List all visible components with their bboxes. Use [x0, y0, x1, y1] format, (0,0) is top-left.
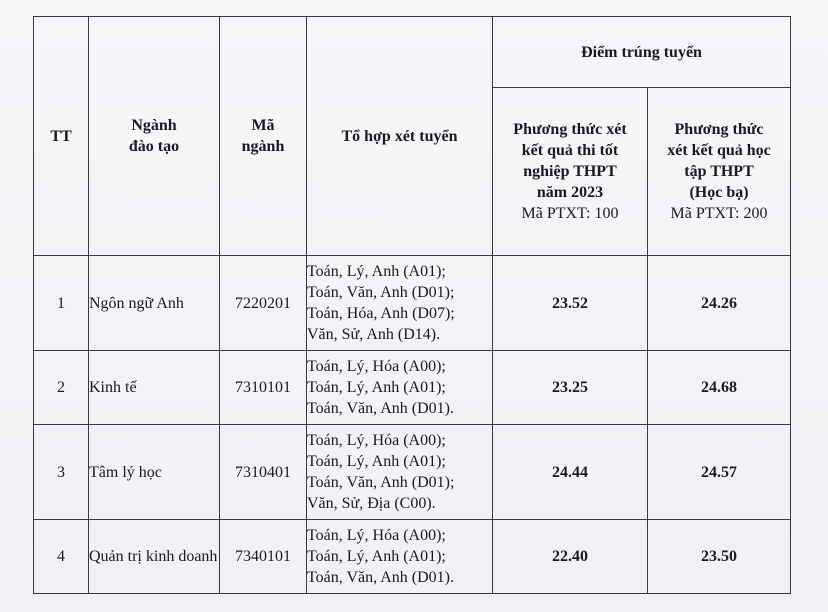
header-method-2 [648, 88, 791, 256]
combo-line: Toán, Văn, Anh (D01); [307, 474, 455, 491]
row-major: Quản trị kinh doanh [89, 520, 220, 594]
row-tt: 3 [34, 425, 89, 520]
header-scores-label: Điểm trúng tuyển [581, 43, 702, 61]
table-row [34, 256, 791, 351]
row-major: Kinh tế [89, 351, 220, 425]
combo-line: Toán, Văn, Anh (D01). [307, 400, 455, 417]
table-row [34, 351, 791, 425]
row-score-method1: 22.40 [493, 520, 648, 594]
header-major [89, 17, 220, 256]
row-score-method2: 23.50 [648, 520, 791, 594]
row-score-method1: 23.25 [493, 351, 648, 425]
combo-line: Toán, Văn, Anh (D01); [307, 284, 455, 301]
row-combos [307, 425, 493, 520]
method2-code: Mã PTXT: 200 [670, 205, 768, 222]
header-code-line1: Mã [251, 117, 275, 134]
row-code: 7220201 [220, 256, 307, 351]
row-code: 7310401 [220, 425, 307, 520]
combo-line: Toán, Lý, Anh (A01); [307, 453, 446, 470]
row-code: 7340101 [220, 520, 307, 594]
header-combos-label: Tổ hợp xét tuyển [341, 127, 458, 145]
method2-line-3: tập THPT [684, 163, 754, 180]
combo-line: Toán, Lý, Anh (A01); [307, 379, 446, 396]
row-tt: 2 [34, 351, 89, 425]
table-row [34, 520, 791, 594]
combo-line: Toán, Hóa, Anh (D07); [307, 305, 455, 322]
header-code [220, 17, 307, 256]
admission-scores-table [33, 16, 791, 594]
row-score-method2: 24.57 [648, 425, 791, 520]
header-code-line2: ngành [241, 138, 285, 155]
header-scores [493, 17, 791, 88]
method2-line-2: xét kết quả học [667, 142, 771, 159]
row-major: Tâm lý học [89, 425, 220, 520]
method1-line-3: nghiệp THPT [523, 163, 617, 180]
combo-line: Văn, Sử, Địa (C00). [307, 495, 436, 512]
row-tt: 1 [34, 256, 89, 351]
row-score-method1: 23.52 [493, 256, 648, 351]
combo-line: Toán, Lý, Anh (A01); [307, 263, 446, 280]
row-tt: 4 [34, 520, 89, 594]
header-major-line2: đào tạo [128, 138, 180, 155]
method1-code: Mã PTXT: 100 [521, 205, 619, 222]
method1-line-2: kết quả thi tốt [521, 142, 619, 159]
combo-line: Toán, Văn, Anh (D01). [307, 569, 455, 586]
combo-line: Toán, Lý, Anh (A01); [307, 548, 446, 565]
method1-line-4: năm 2023 [536, 184, 604, 201]
header-major-line1: Ngành [131, 117, 177, 134]
row-score-method1: 24.44 [493, 425, 648, 520]
row-combos [307, 520, 493, 594]
header-row-top [34, 17, 791, 88]
row-combos [307, 256, 493, 351]
method1-line-1: Phương thức xét [513, 121, 627, 138]
method2-line-4: (Học bạ) [689, 184, 749, 201]
header-method-1 [493, 88, 648, 256]
method2-line-1: Phương thức [674, 121, 764, 138]
combo-line: Toán, Lý, Hóa (A00); [307, 358, 446, 375]
table-row [34, 425, 791, 520]
header-tt-label: TT [50, 127, 72, 145]
row-score-method2: 24.68 [648, 351, 791, 425]
row-score-method2: 24.26 [648, 256, 791, 351]
row-combos [307, 351, 493, 425]
header-tt [34, 17, 89, 256]
row-major: Ngôn ngữ Anh [89, 256, 220, 351]
row-code: 7310101 [220, 351, 307, 425]
combo-line: Toán, Lý, Hóa (A00); [307, 432, 446, 449]
combo-line: Toán, Lý, Hóa (A00); [307, 527, 446, 544]
header-combos [307, 17, 493, 256]
combo-line: Văn, Sử, Anh (D14). [307, 326, 441, 343]
